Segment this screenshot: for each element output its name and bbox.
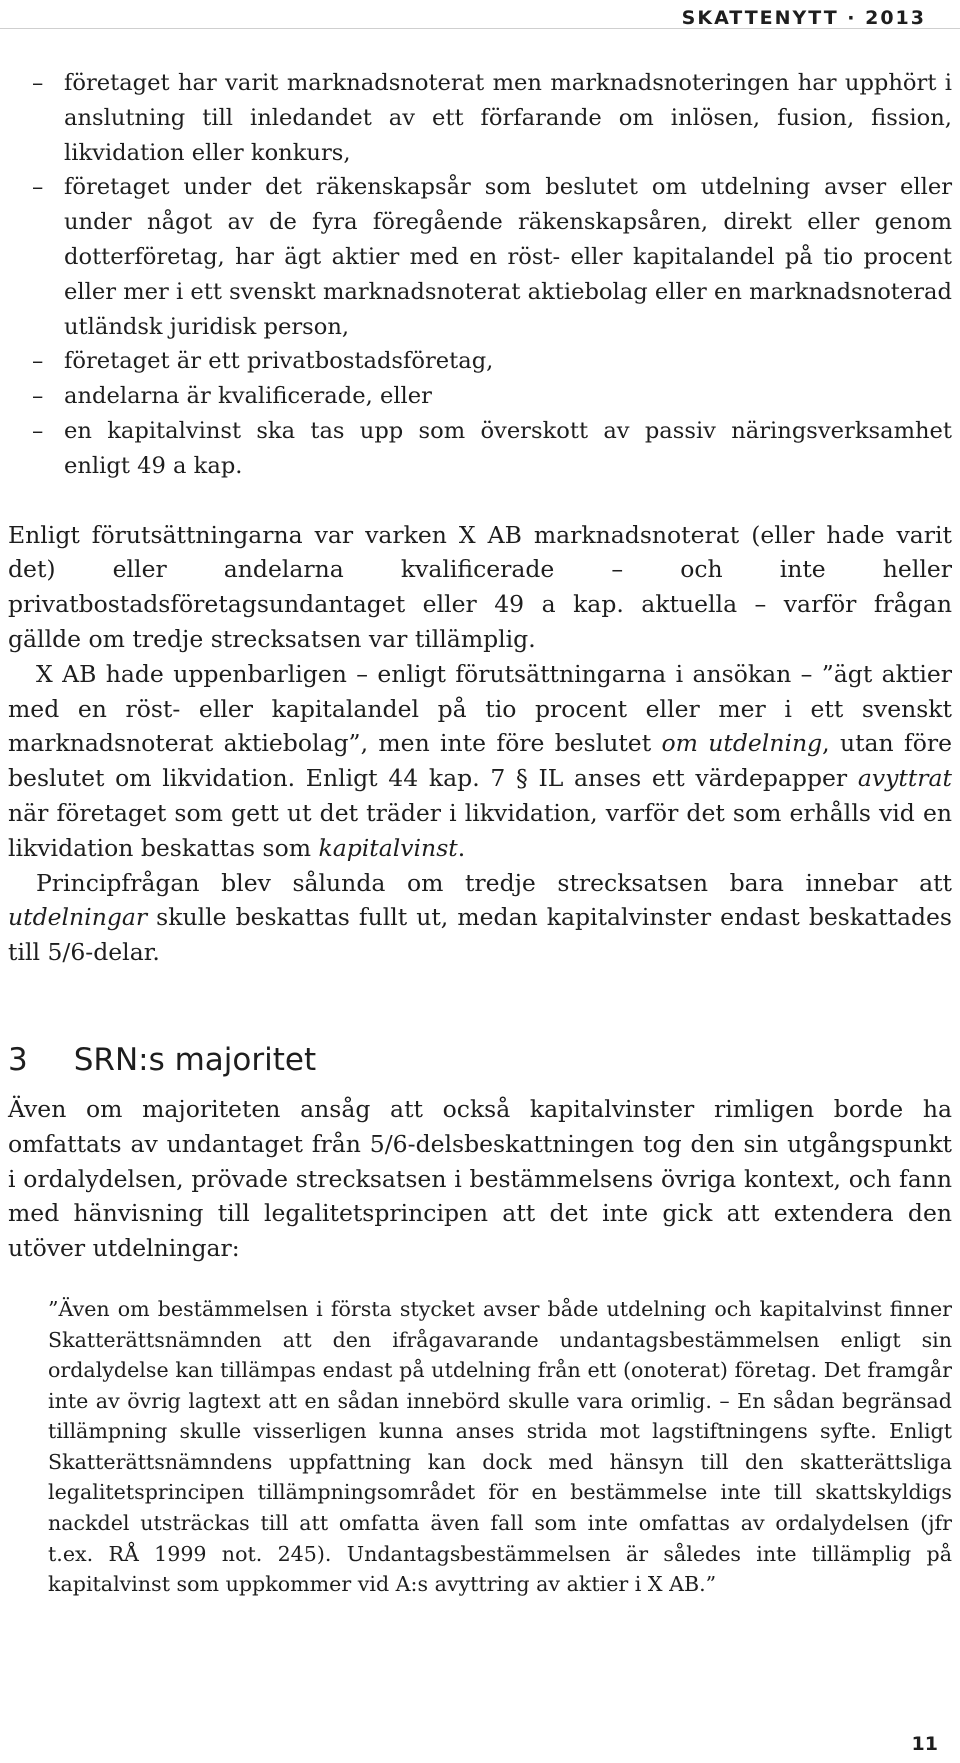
running-head [0, 4, 960, 29]
list-item: – en kapitalvinst ska tas upp som överskott av passiv näringsverksamhet enligt 49 a kap. [8, 414, 952, 484]
list-dash: – [32, 348, 44, 375]
list-dash: – [32, 70, 44, 96]
list-dash: – [32, 174, 44, 201]
header-rule [0, 28, 960, 29]
body-text [8, 66, 952, 1600]
list-item: – företaget under det räkenskapsår som beslutet om utdelning avser eller under något av de fyra föregående räkenskapsåren, direkt eller genom dotterföretag, har ägt aktier med en röst- eller kapitalandel på tio procent eller mer i ett svenskt marknadsnoterat aktiebolag eller en marknadsnoterad utländsk juridisk person, [8, 170, 952, 344]
list-item: – företaget är ett privatbostadsföretag, [8, 344, 952, 379]
paragraph-3: Principfrågan blev sålunda om tredje strecksatsen bara innebar att utdelningar skulle beskattas fullt ut, medan kapitalvinster endast beskattades till 5/6-delar. [8, 868, 952, 967]
section-title: SRN:s majoritet [73, 1041, 317, 1078]
paragraph-2: X AB hade uppenbarligen – enligt förutsättningarna i ansökan – ”ägt aktier med en röst- eller kapitalandel på tio procent eller mer i ett svenskt marknadsnoterat aktiebolag”, men inte före beslutet om utdelning, utan före beslutet om likvidation. Enligt 44 kap. 7 § IL anses ett värdepapper avyttrat när företaget som gett ut det träder i likvidation, varför det som erhålls vid en likvidation beskattas som kapitalvinst. [8, 659, 953, 862]
block-quote: ”Även om bestämmelsen i första stycket avser både utdelning och kapitalvinst finner Skatterättsnämnden att den ifrågavarande undantagsbestämmelsen enligt sin ordalydelse kan tillämpas endast på utdelning från ett (onoterat) företag. Det framgår inte av övrig lagtext att en sådan innebörd skulle vara orimlig. – En sådan begränsad tillämpning skulle visserligen kunna anses strida mot lagstiftningens syfte. Enligt Skatterättsnämndens uppfattning kan dock med hänsyn till den skatterättsliga legalitetsprincipen tillämpningsområdet för en bestämmelse inte till skattskyldigs nackdel utsträckas till att omfatta även fall som inte omfattas av ordalydelsen (jfr t.ex. RÅ 1999 not. 245). Undantagsbestämmelsen är således inte tillämplig på kapitalvinst som uppkommer vid A:s avyttring av aktier i X AB.” [48, 1296, 952, 1597]
page-number: 11 [911, 1733, 938, 1755]
running-head-label: SKATTENYTT · 2013 [681, 7, 926, 29]
section-paragraph: Även om majoriteten ansåg att också kapitalvinster rimligen borde ha omfattats av undantaget från 5/6-delsbeskattningen tog den sin utgångspunkt i ordalydelsen, prövade strecksatsen i bestämmelsens övriga kontext, och fann med hänvisning till legalitetsprincipen att det inte gick att extendera den utöver utdelningar: [8, 1094, 952, 1263]
section-heading [8, 1040, 952, 1080]
list-dash: – [32, 383, 44, 410]
list-item: – företaget har varit marknadsnoterat men marknadsnoteringen har upphört i anslutning till inledandet av ett förfarande om inlösen, fusion, fission, likvidation eller konkurs, [8, 66, 952, 170]
conditions-list [8, 66, 952, 484]
list-dash: – [32, 417, 44, 444]
paragraph-1: Enligt förutsättningarna var varken X AB marknadsnoterat (eller hade varit det) eller andelarna kvalificerade – och inte heller privatbostadsföretagsundantaget eller 49 a kap. aktuella – varför frågan gällde om tredje strecksatsen var tillämplig. [8, 520, 952, 653]
section-number: 3 [8, 1041, 28, 1078]
list-item: – andelarna är kvalificerade, eller [8, 379, 952, 414]
